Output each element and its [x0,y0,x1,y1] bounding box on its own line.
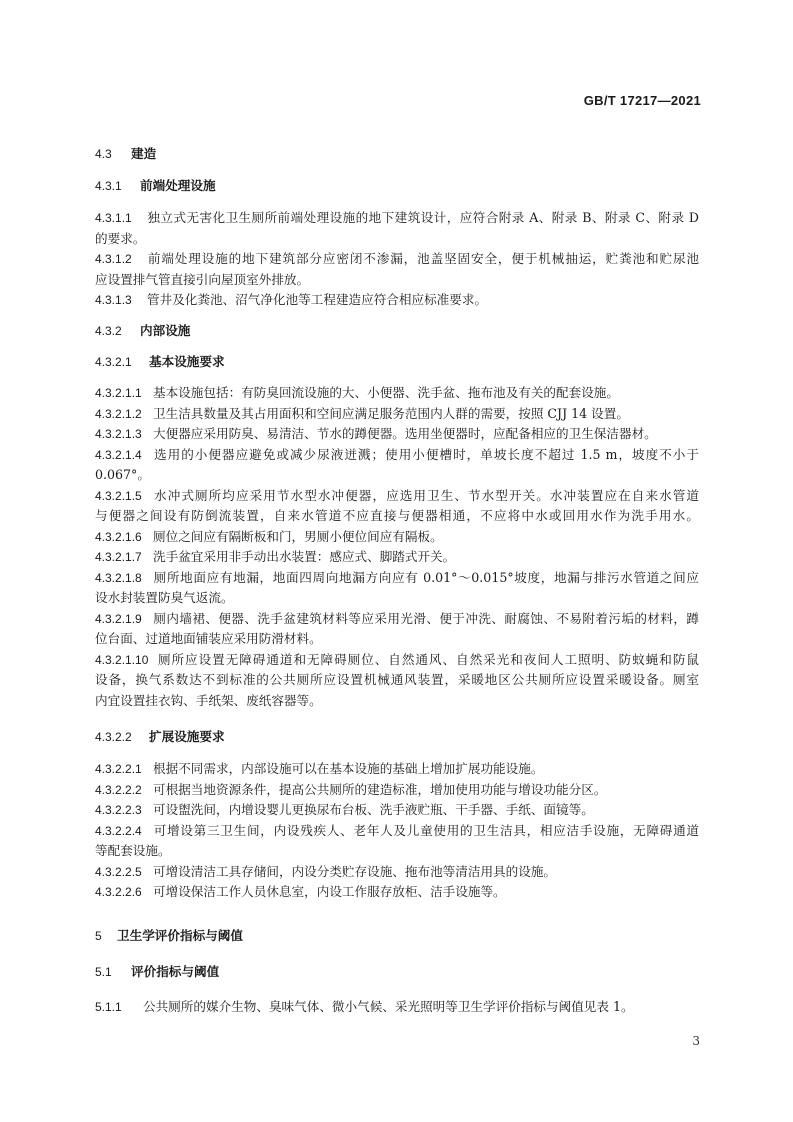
clause-4-3-2-2-4-line-1: 4.3.2.2.4 可增设第三卫生间，内设残疾人、老年人及儿童使用的卫生洁具，相应洁手设施，无障碍通道 [95,822,699,838]
clause-4-3-1-2-line-1: 4.3.1.2 前端处理设施的地下建筑部分应密闭不渗漏，池盖坚固安全，便于机械抽运，贮粪池和贮尿池 [95,251,699,266]
clause-4-3-2-1-10-line-3: 内宜设置挂衣钩、手纸架、废纸容器等。 [95,692,322,708]
clause-4-3-2-1-8-line-1: 4.3.2.1.8 厕所地面应有地漏，地面四周向地漏方向应有 0.01°～0.015°坡度，地漏与排污水管道之间应 [95,569,699,585]
clause-4-3-2-2-1: 4.3.2.2.1 根据不同需求，内部设施可以在基本设施的基础上增加扩展功能设施。 [95,761,544,776]
clause-4-3-2-1-4-line-2: 0.067°。 [95,467,150,482]
clause-4-3-2-2-4-line-2: 等配套设施。 [95,843,171,858]
clause-4-3-2-1-10-line-1: 4.3.2.1.10 厕所应设置无障碍通道和无障碍厕位、自然通风、自然采光和夜间人工照明、防蚊蝇和防鼠 [95,651,699,667]
clause-4-3-2-1-2: 4.3.2.1.2 卫生洁具数量及其占用面积和空间应满足服务范围内人群的需要，按照 CJJ 14 设置。 [95,405,629,421]
heading-4-3-2: 4.3.2 内部设施 [95,323,191,338]
heading-4-3: 4.3 建造 [95,146,157,161]
clause-4-3-2-2-3: 4.3.2.2.3 可设盥洗间，内增设婴儿更换尿布台板、洗手液贮瓶、干手器、手纸、面镜等。 [95,802,594,817]
page-number: 3 [692,1034,700,1048]
clause-4-3-2-2-6: 4.3.2.2.6 可增设保洁工作人员休息室，内设工作服存放柜、洁手设施等。 [95,884,506,899]
clause-4-3-2-2-5: 4.3.2.2.5 可增设清洁工具存储间，内设分类贮存设施、拖布池等清洁用具的设施。 [95,863,556,879]
clause-4-3-2-1-7: 4.3.2.1.7 洗手盆宜采用非手动出水装置：感应式、脚踏式开关。 [95,549,456,564]
clause-5-1-1: 5.1.1 公共厕所的媒介生物、臭味气体、微小气候、采光照明等卫生学评价指标与阈值见表 1。 [95,999,634,1014]
clause-4-3-2-1-4-line-1: 4.3.2.1.4 选用的小便器应避免或减少尿液迸溅；使用小便槽时，单坡长度不超过 1.5 m，坡度不小于 [95,446,699,462]
clause-4-3-1-3: 4.3.1.3 管井及化粪池、沼气净化池等工程建造应符合相应标准要求。 [95,292,488,307]
clause-4-3-2-1-1: 4.3.2.1.1 基本设施包括：有防臭回流设施的大、小便器、洗手盆、拖布池及有关的配套设施。 [95,385,619,400]
clause-4-3-2-1-3: 4.3.2.1.3 大便器应采用防臭、易清洁、节水的蹲便器。选用坐便器时，应配备相应的卫生保洁器材。 [95,426,657,441]
clause-4-3-2-1-5-line-2: 与便器之间设有防倒流装置，自来水管道不应直接与便器相通，不应将中水或回用水作为洗手用水。 [95,508,699,523]
clause-4-3-2-1-8-line-2: 设水封装置防臭气返流。 [95,590,234,605]
heading-5: 5 卫生学评价指标与阈值 [95,928,243,943]
clause-4-3-2-1-9-line-1: 4.3.2.1.9 厕内墙裙、便器、洗手盆建筑材料等应采用光滑、便于冲洗、耐腐蚀、不易附着污垢的材料，蹲 [95,610,699,626]
heading-4-3-2-1: 4.3.2.1 基本设施要求 [95,354,225,369]
clause-4-3-2-1-10-line-2: 设备，换气系数达不到标准的公共厕所应设置机械通风装置，采暖地区公共厕所应设置采暖设备。厕室 [95,672,699,687]
clause-4-3-2-1-5-line-1: 4.3.2.1.5 水冲式厕所均应采用节水型水冲便器，应选用卫生、节水型开关。水冲装置应在自来水管道 [95,487,699,503]
clause-4-3-2-2-2: 4.3.2.2.2 可根据当地资源条件，提高公共厕所的建造标准，增加使用功能与增设功能分区。 [95,781,607,797]
clause-4-3-2-1-6: 4.3.2.1.6 厕位之间应有隔断板和门，男厕小便位间应有隔板。 [95,528,443,544]
clause-4-3-1-2-line-2: 应设置排气管直接引向屋顶室外排放。 [95,271,310,287]
clause-4-3-1-1-line-2: 的要求。 [95,230,146,246]
standard-number: GB/T 17217—2021 [583,93,701,108]
clause-4-3-1-1-line-1: 4.3.1.1 独立式无害化卫生厕所前端处理设施的地下建筑设计，应符合附录 A、附录 B、附录 C、附录 D [95,210,699,225]
clause-4-3-2-1-9-line-2: 位台面、过道地面铺装应采用防滑材料。 [95,631,322,646]
heading-5-1: 5.1 评价指标与阈值 [95,964,220,979]
heading-4-3-1: 4.3.1 前端处理设施 [95,178,216,193]
heading-4-3-2-2: 4.3.2.2 扩展设施要求 [95,729,225,744]
